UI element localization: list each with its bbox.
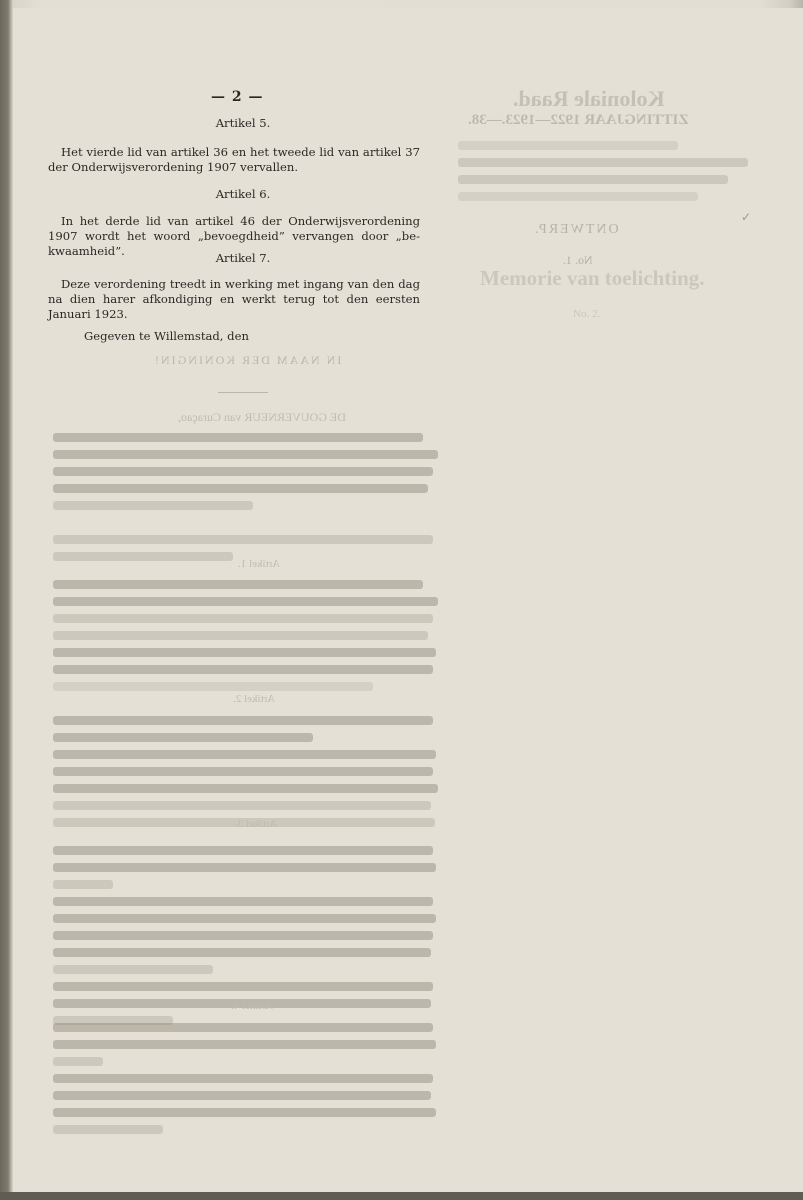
bleed-article-4: Artikel 4. bbox=[231, 1000, 274, 1012]
article-6-text: In het derde lid van artikel 46 der Onderwijsverordening 1907 wordt het woord „bevoegdheid” vervangen door „bekwaamheid”. bbox=[48, 214, 420, 258]
bleed-preamble-lines bbox=[53, 433, 438, 569]
closing-line: Gegeven te Willemstad, den bbox=[84, 329, 249, 343]
bleed-article-1: Artikel 1. bbox=[238, 558, 281, 570]
article-5-text: Het vierde lid van artikel 36 en het tweede lid van artikel 37 der Onderwijsverordening 1907 vervallen. bbox=[48, 145, 420, 174]
bleed-intro-lines bbox=[458, 141, 758, 209]
bleed-memo-number: No. 2. bbox=[573, 308, 601, 320]
bleed-number-label: No. 1. bbox=[563, 253, 593, 267]
paper-sheet bbox=[13, 8, 803, 1194]
bleed-article-3: Artikel 3. bbox=[235, 818, 278, 830]
bleed-royal-heading: IN NAAM DER KONINGIN! bbox=[153, 353, 342, 367]
bleed-rule bbox=[218, 392, 268, 393]
article-7-heading: Artikel 7. bbox=[215, 251, 271, 265]
bleed-article-2: Artikel 2. bbox=[233, 693, 276, 705]
bleed-governor: DE GOUVERNEUR van Curaçao, bbox=[178, 410, 346, 424]
page-number: — 2 — bbox=[211, 89, 264, 105]
bleed-memorandum-title: Memorie van toelichting. bbox=[480, 266, 705, 290]
margin-mark: ✓ bbox=[740, 210, 751, 224]
article-7-text: Deze verordening treedt in werking met ingang van den dag na dien harer afkondiging en werkt terug tot den eersten Januari 1923. bbox=[48, 277, 420, 321]
bleed-article-1-lines bbox=[53, 580, 438, 699]
bleed-council-title: Koloniale Raad. bbox=[513, 86, 665, 111]
scanner-bed-edge bbox=[0, 1192, 803, 1200]
article-5-heading: Artikel 5. bbox=[215, 116, 271, 130]
bleed-article-4-lines bbox=[53, 1023, 438, 1142]
article-6-heading: Artikel 6. bbox=[215, 187, 271, 201]
bleed-session-line: ZITTINGJAAR 1922—1923.—38. bbox=[468, 112, 689, 128]
bleed-draft-label: ONTWERP. bbox=[533, 222, 619, 237]
